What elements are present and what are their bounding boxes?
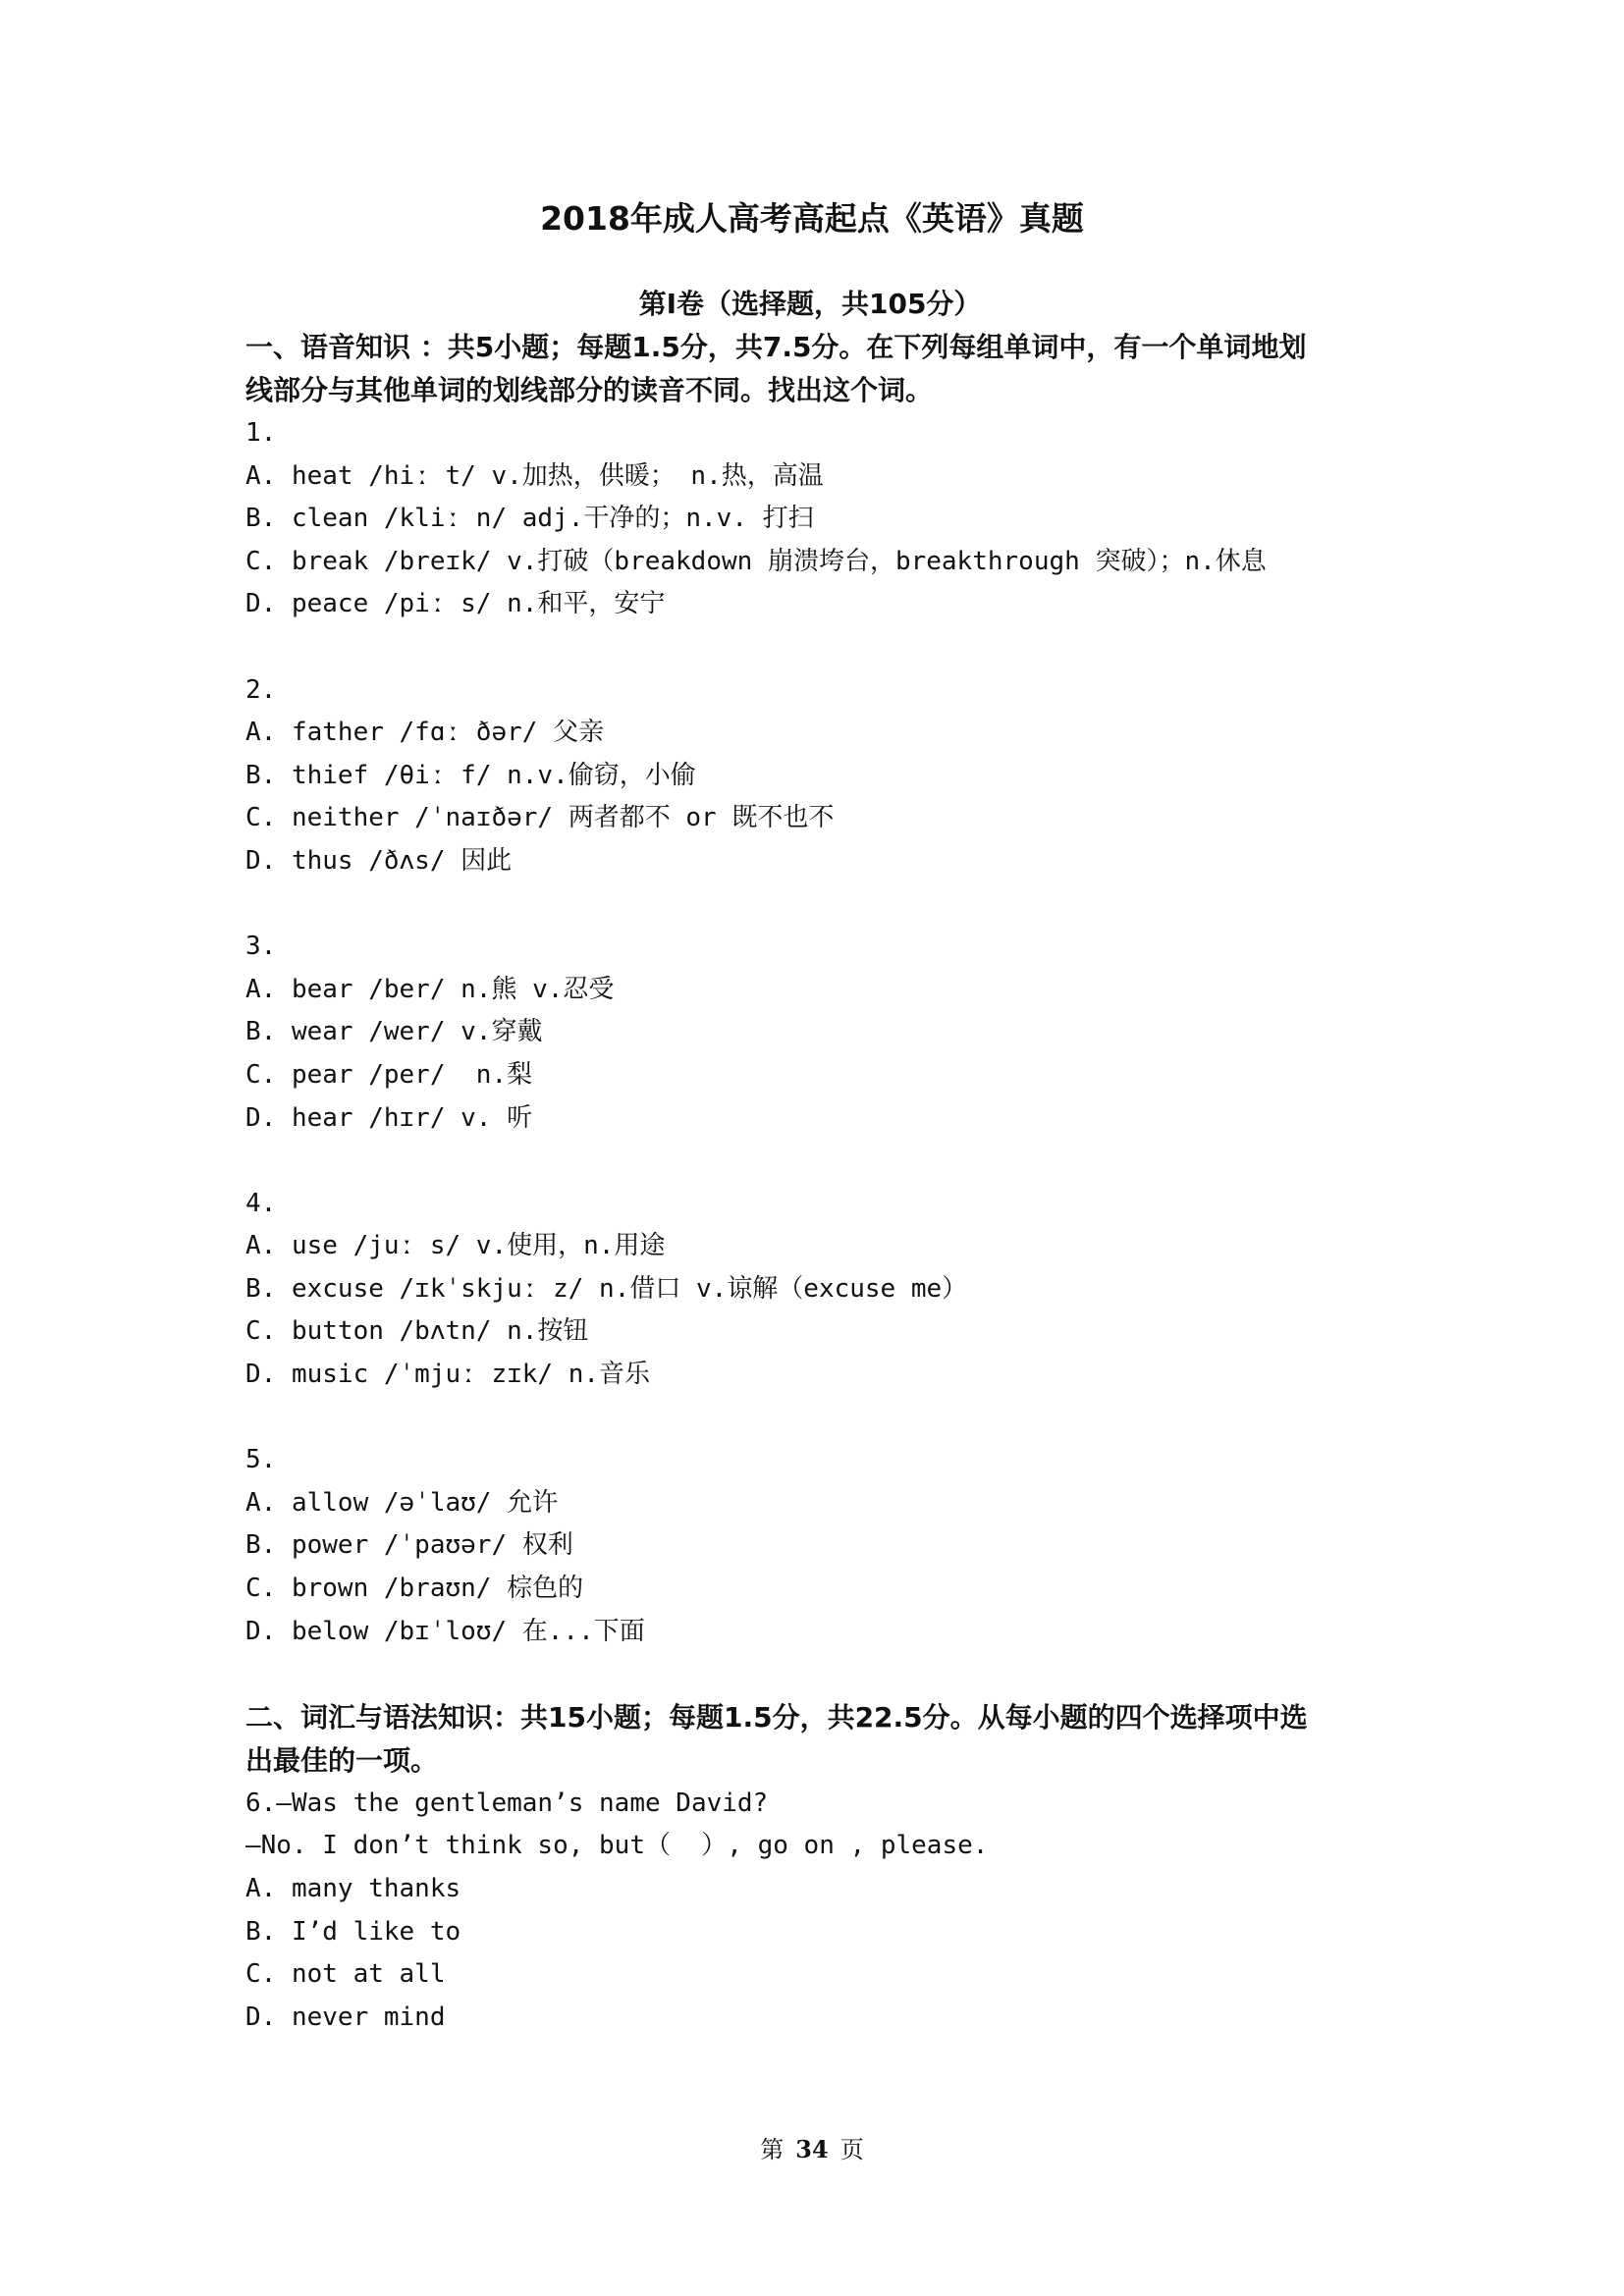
question-stem: —No. I don’t think so, but（ ）, go on , please. <box>245 1831 989 1861</box>
section-heading-line: 二、词汇与语法知识：共15小题；每题1.5分，共22.5分。从每小题的四个选择项中选 <box>245 1700 1308 1734</box>
option-c: C. neither /ˈnaɪðər/ 两者都不 or 既不也不 <box>245 803 835 833</box>
option-b: B. clean /kliː n/ adj.干净的；n.v. 打扫 <box>245 504 814 534</box>
document-body <box>245 283 1394 2039</box>
question-6 <box>245 1783 1394 2040</box>
question-3 <box>245 926 1394 1140</box>
question-2 <box>245 669 1394 883</box>
question-number: 1. <box>245 418 277 448</box>
option-d: D. hear /hɪr/ v. 听 <box>245 1102 533 1133</box>
option-d: D. peace /piː s/ n.和平，安宁 <box>245 589 666 619</box>
option-d: D. never mind <box>245 2002 446 2032</box>
option-b: B. thief /θiː f/ n.v.偷窃，小偷 <box>245 760 696 790</box>
option-c: C. pear /per/ n.梨 <box>245 1059 533 1090</box>
question-1 <box>245 412 1394 626</box>
option-a: A. use /juː s/ v.使用，n.用途 <box>245 1231 666 1261</box>
footer-suffix: 页 <box>839 2136 864 2163</box>
question-number: 5. <box>245 1445 277 1475</box>
page-footer <box>0 2132 1624 2167</box>
spacer <box>245 1653 1394 1696</box>
document-title: 2018年成人高考高起点《英语》真题 <box>540 199 1084 238</box>
question-number: 3. <box>245 932 277 962</box>
option-c: C. break /breɪk/ v.打破（breakdown 崩溃垮台，breakthrough 突破）；n.休息 <box>245 546 1267 576</box>
part-title: 第Ⅰ卷（选择题，共105分） <box>638 288 982 320</box>
page-number: 34 <box>795 2135 829 2163</box>
question-4 <box>245 1183 1394 1397</box>
spacer <box>245 626 1394 669</box>
option-b: B. wear /wer/ v.穿戴 <box>245 1017 543 1047</box>
option-a: A. bear /ber/ n.熊 v.忍受 <box>245 974 615 1004</box>
option-d: D. music /ˈmjuː zɪk/ n.音乐 <box>245 1360 651 1390</box>
option-d: D. thus /ðʌs/ 因此 <box>245 845 513 876</box>
option-a: A. many thanks <box>245 1874 461 1903</box>
section-heading-line: 出最佳的一项。 <box>245 1743 439 1777</box>
option-b: B. I’d like to <box>245 1916 461 1947</box>
option-c: C. not at all <box>245 1959 446 1990</box>
option-b: B. excuse /ɪkˈskjuː z/ n.借口 v.谅解（excuse me） <box>245 1273 968 1304</box>
option-b: B. power /ˈpaʊər/ 权利 <box>245 1530 573 1561</box>
spacer <box>245 1140 1394 1183</box>
option-a: A. allow /əˈlaʊ/ 允许 <box>245 1487 559 1518</box>
question-number: 4. <box>245 1188 277 1218</box>
option-a: A. heat /hiː t/ v.加热，供暖； n.热，高温 <box>245 460 824 491</box>
section-vocabulary-grammar <box>245 1696 1394 2040</box>
option-d: D. below /bɪˈloʊ/ 在...下面 <box>245 1616 645 1646</box>
spacer <box>245 883 1394 927</box>
question-stem: 6.—Was the gentleman’s name David? <box>245 1788 769 1818</box>
footer-prefix: 第 <box>760 2136 785 2163</box>
section-heading-line: 线部分与其他单词的划线部分的读音不同。找出这个词。 <box>245 374 934 406</box>
option-a: A. father /fɑː ðər/ 父亲 <box>245 718 605 748</box>
question-5 <box>245 1439 1394 1653</box>
spacer <box>245 1397 1394 1440</box>
option-c: C. button /bʌtn/ n.按钮 <box>245 1316 589 1347</box>
section-phonetics <box>245 326 1394 1696</box>
question-number: 2. <box>245 674 277 705</box>
option-c: C. brown /braʊn/ 棕色的 <box>245 1574 584 1604</box>
section-heading-line: 一、语音知识 ：共5小题；每题1.5分，共7.5分。在下列每组单词中，有一个单词地划 <box>245 331 1307 363</box>
